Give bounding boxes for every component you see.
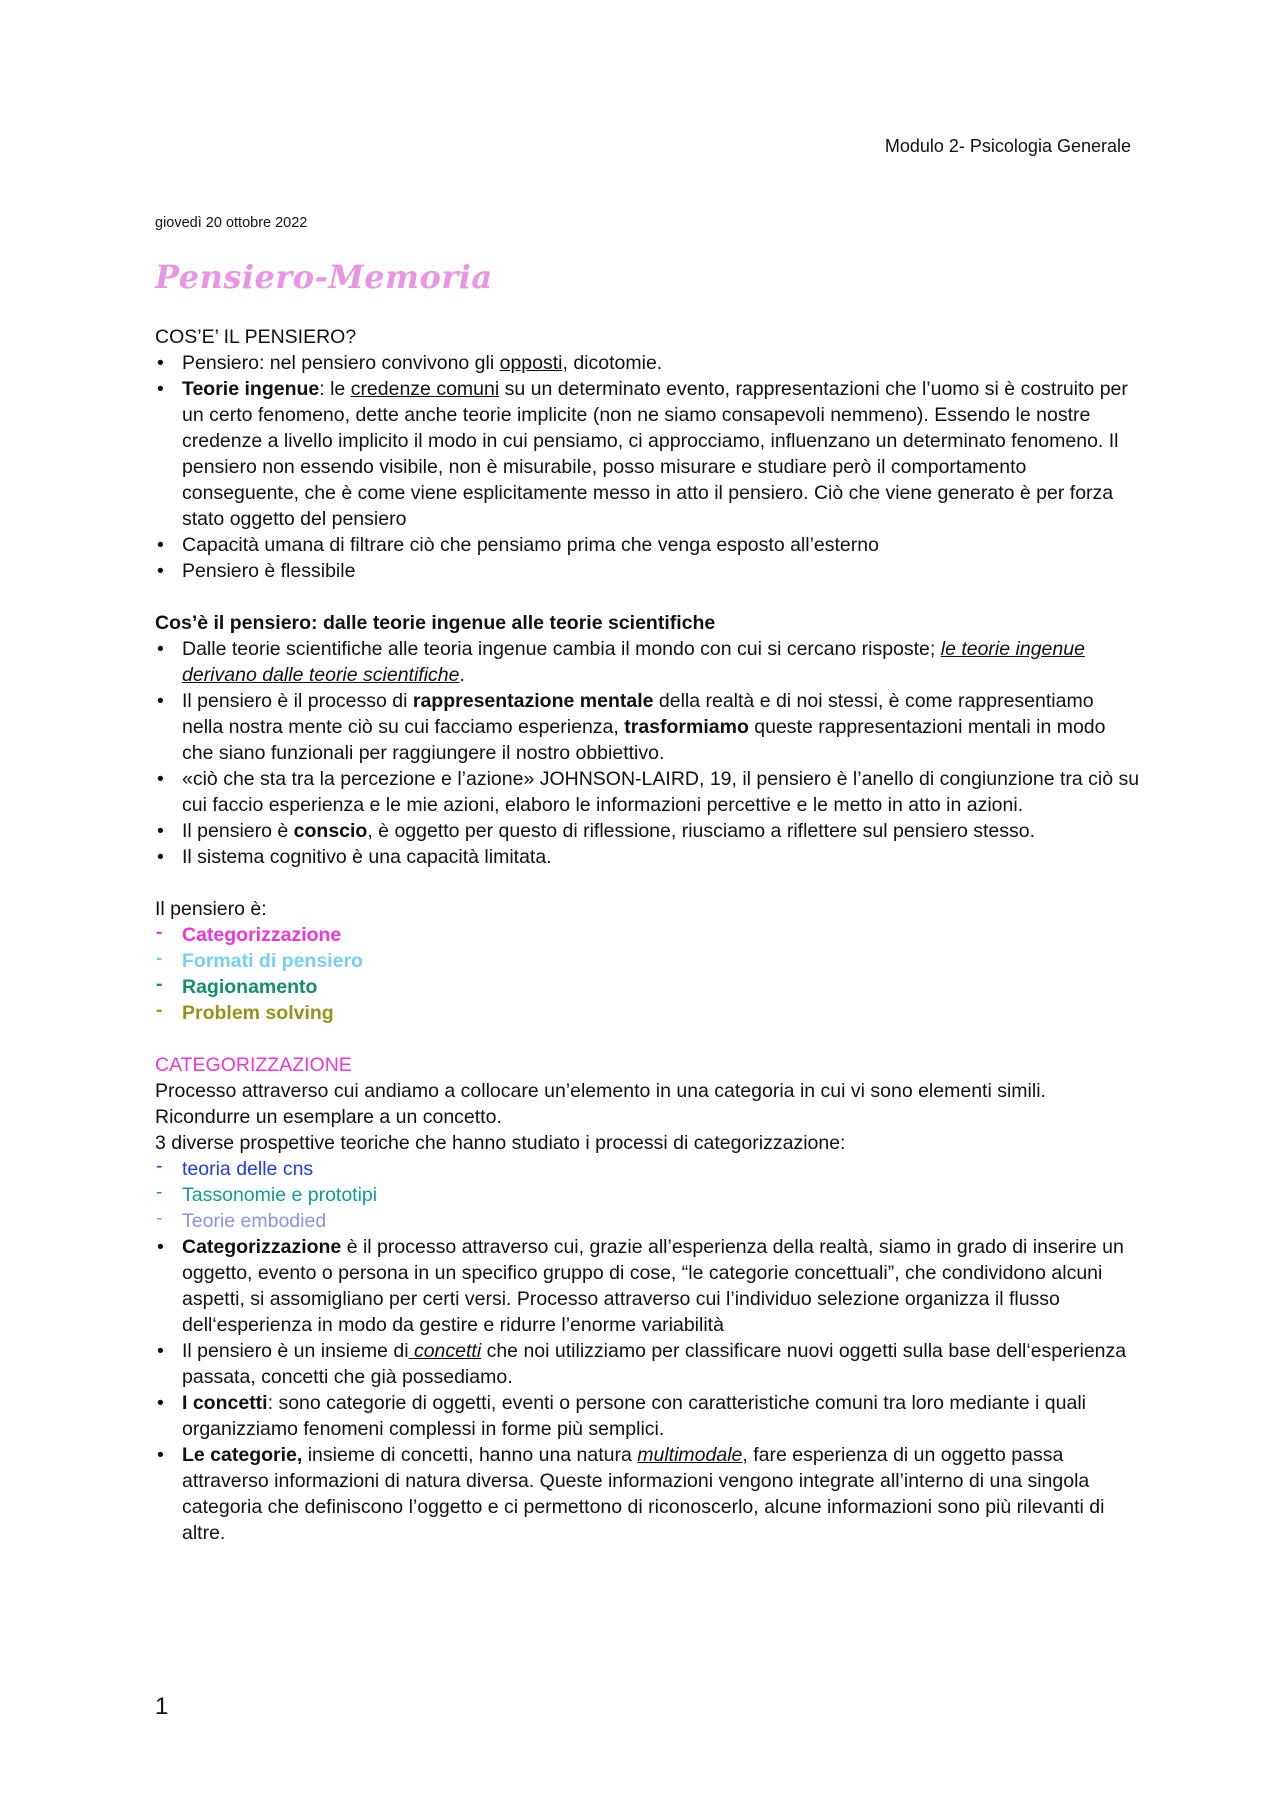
- list-item-categorizzazione: - Categorizzazione: [156, 921, 342, 946]
- note-date: giovedì 20 ottobre 2022: [155, 215, 308, 231]
- section4-paragraph: 3 diverse prospettive teoriche che hanno studiato i processi di categorizzazione:: [155, 1132, 846, 1154]
- section4-paragraph: Processo attraverso cui andiamo a collocare un’elemento in una categoria in cui vi sono elementi simili. Ricondurre un esemplare a un concetto.: [155, 1080, 1046, 1128]
- list-item: • Il pensiero è un insieme di concetti che noi utilizziamo per classificare nuovi oggetti sulla base dell‘esperienza passata, concetti che già possediamo.: [155, 1338, 1140, 1390]
- underlined-text: opposti,: [499, 352, 568, 374]
- pensiero-types-list: [155, 922, 1140, 1026]
- section1-list: [155, 350, 1140, 584]
- perspectives-list: [155, 1156, 1140, 1234]
- underlined-italic-text: concetti: [408, 1340, 482, 1362]
- section2-heading: Cos’è il pensiero: dalle teorie ingenue alle teorie scientifiche: [155, 612, 716, 634]
- section2-list: [155, 636, 1140, 870]
- section4-list: [155, 1234, 1140, 1546]
- list-item: • Dalle teorie scientifiche alle teoria ingenue cambia il mondo con cui si cercano risposte; le teorie ingenue derivano dalle teorie scientifiche.: [155, 636, 1140, 688]
- list-item-ragionamento: - Ragionamento: [156, 973, 318, 998]
- bold-term: Le categorie,: [182, 1444, 303, 1466]
- list-item-cns: - teoria delle cns: [156, 1155, 314, 1180]
- list-item-tassonomie: - Tassonomie e prototipi: [156, 1181, 378, 1206]
- bold-term: trasformiamo: [624, 716, 749, 738]
- list-item: • Il pensiero è il processo di rappresentazione mentale della realtà e di noi stessi, è come rappresentiamo nella nostra mente ciò su cui facciamo esperienza, trasformiamo queste rappresentazioni mentali in modo che siano funzionali per raggiungere il nostro obbiettivo.: [155, 688, 1140, 766]
- list-item-problem-solving: - Problem solving: [156, 999, 334, 1024]
- bold-term: Teorie ingenue: [182, 378, 320, 400]
- bold-term: I concetti: [182, 1392, 268, 1414]
- header-course: Modulo 2- Psicologia Generale: [884, 136, 1131, 156]
- bold-term: conscio: [293, 820, 368, 842]
- list-item: • Pensiero: nel pensiero convivono gli opposti, dicotomie.: [155, 350, 1140, 376]
- section3-intro: Il pensiero è:: [155, 898, 267, 920]
- list-item: • Categorizzazione è il processo attraverso cui, grazie all’esperienza della realtà, siamo in grado di inserire un oggetto, evento o persona in un specifico gruppo di cose, “le categorie concettuali”, che condividono alcuni aspetti, si assomigliano per certi versi. Processo attraverso cui l’individuo selezione organizza il flusso dell‘esperienza in modo da gestire e ridurre l’enorme variabilità: [155, 1234, 1140, 1338]
- bold-term: rappresentazione mentale: [412, 690, 654, 712]
- underlined-italic-text: multimodale: [637, 1444, 743, 1466]
- section4-heading: CATEGORIZZAZIONE: [155, 1054, 352, 1076]
- section1-heading: COS’E’ IL PENSIERO?: [155, 326, 357, 348]
- list-item: • Il sistema cognitivo è una capacità limitata.: [155, 844, 1140, 870]
- bold-term: Categorizzazione: [182, 1236, 342, 1258]
- list-item: • Pensiero è flessibile: [155, 558, 1140, 584]
- list-item: • Teorie ingenue: le credenze comuni su un determinato evento, rappresentazioni che l’uomo si è costruito per un certo fenomeno, dette anche teorie implicite (non ne siamo consapevoli nemmeno). Essendo le nostre credenze a livello implicito il modo in cui pensiamo, ci approcciamo, influenzano un determinato fenomeno. Il pensiero non essendo visibile, non è misurabile, posso misurare e studiare però il comportamento conseguente, che è come viene esplicitamente messo in atto il pensiero. Ciò che viene generato è per forza stato oggetto del pensiero: [155, 376, 1140, 532]
- underlined-italic-text: le teorie ingenue derivano dalle teorie scientifiche: [182, 638, 1085, 686]
- list-item: • Le categorie, insieme di concetti, hanno una natura multimodale, fare esperienza di un oggetto passa attraverso informazioni di natura diversa. Queste informazioni vengono integrate all’interno di una singola categoria che definiscono l’oggetto e ci permettono di riconoscerlo, alcune informazioni sono più rilevanti di altre.: [155, 1442, 1140, 1546]
- list-item: • «ciò che sta tra la percezione e l’azione» JOHNSON-LAIRD, 19, il pensiero è l’anello di congiunzione tra ciò su cui faccio esperienza e le mie azioni, elaboro le informazioni percettive e le metto in atto in azioni.: [155, 766, 1140, 818]
- note-body: [155, 324, 1140, 1546]
- underlined-text: credenze comuni: [350, 378, 500, 400]
- page-number: 1: [155, 1693, 169, 1720]
- list-item: • I concetti: sono categorie di oggetti, eventi o persone con caratteristiche comuni tra loro mediante i quali organizziamo fenomeni complessi in forme più semplici.: [155, 1390, 1140, 1442]
- page-title: Pensiero-Memoria: [155, 258, 493, 296]
- list-item-formati: - Formati di pensiero: [156, 947, 363, 972]
- list-item-embodied: - Teorie embodied: [156, 1207, 327, 1232]
- list-item: • Capacità umana di filtrare ciò che pensiamo prima che venga esposto all’esterno: [155, 532, 1140, 558]
- list-item: • Il pensiero è conscio, è oggetto per questo di riflessione, riusciamo a riflettere sul pensiero stesso.: [155, 818, 1140, 844]
